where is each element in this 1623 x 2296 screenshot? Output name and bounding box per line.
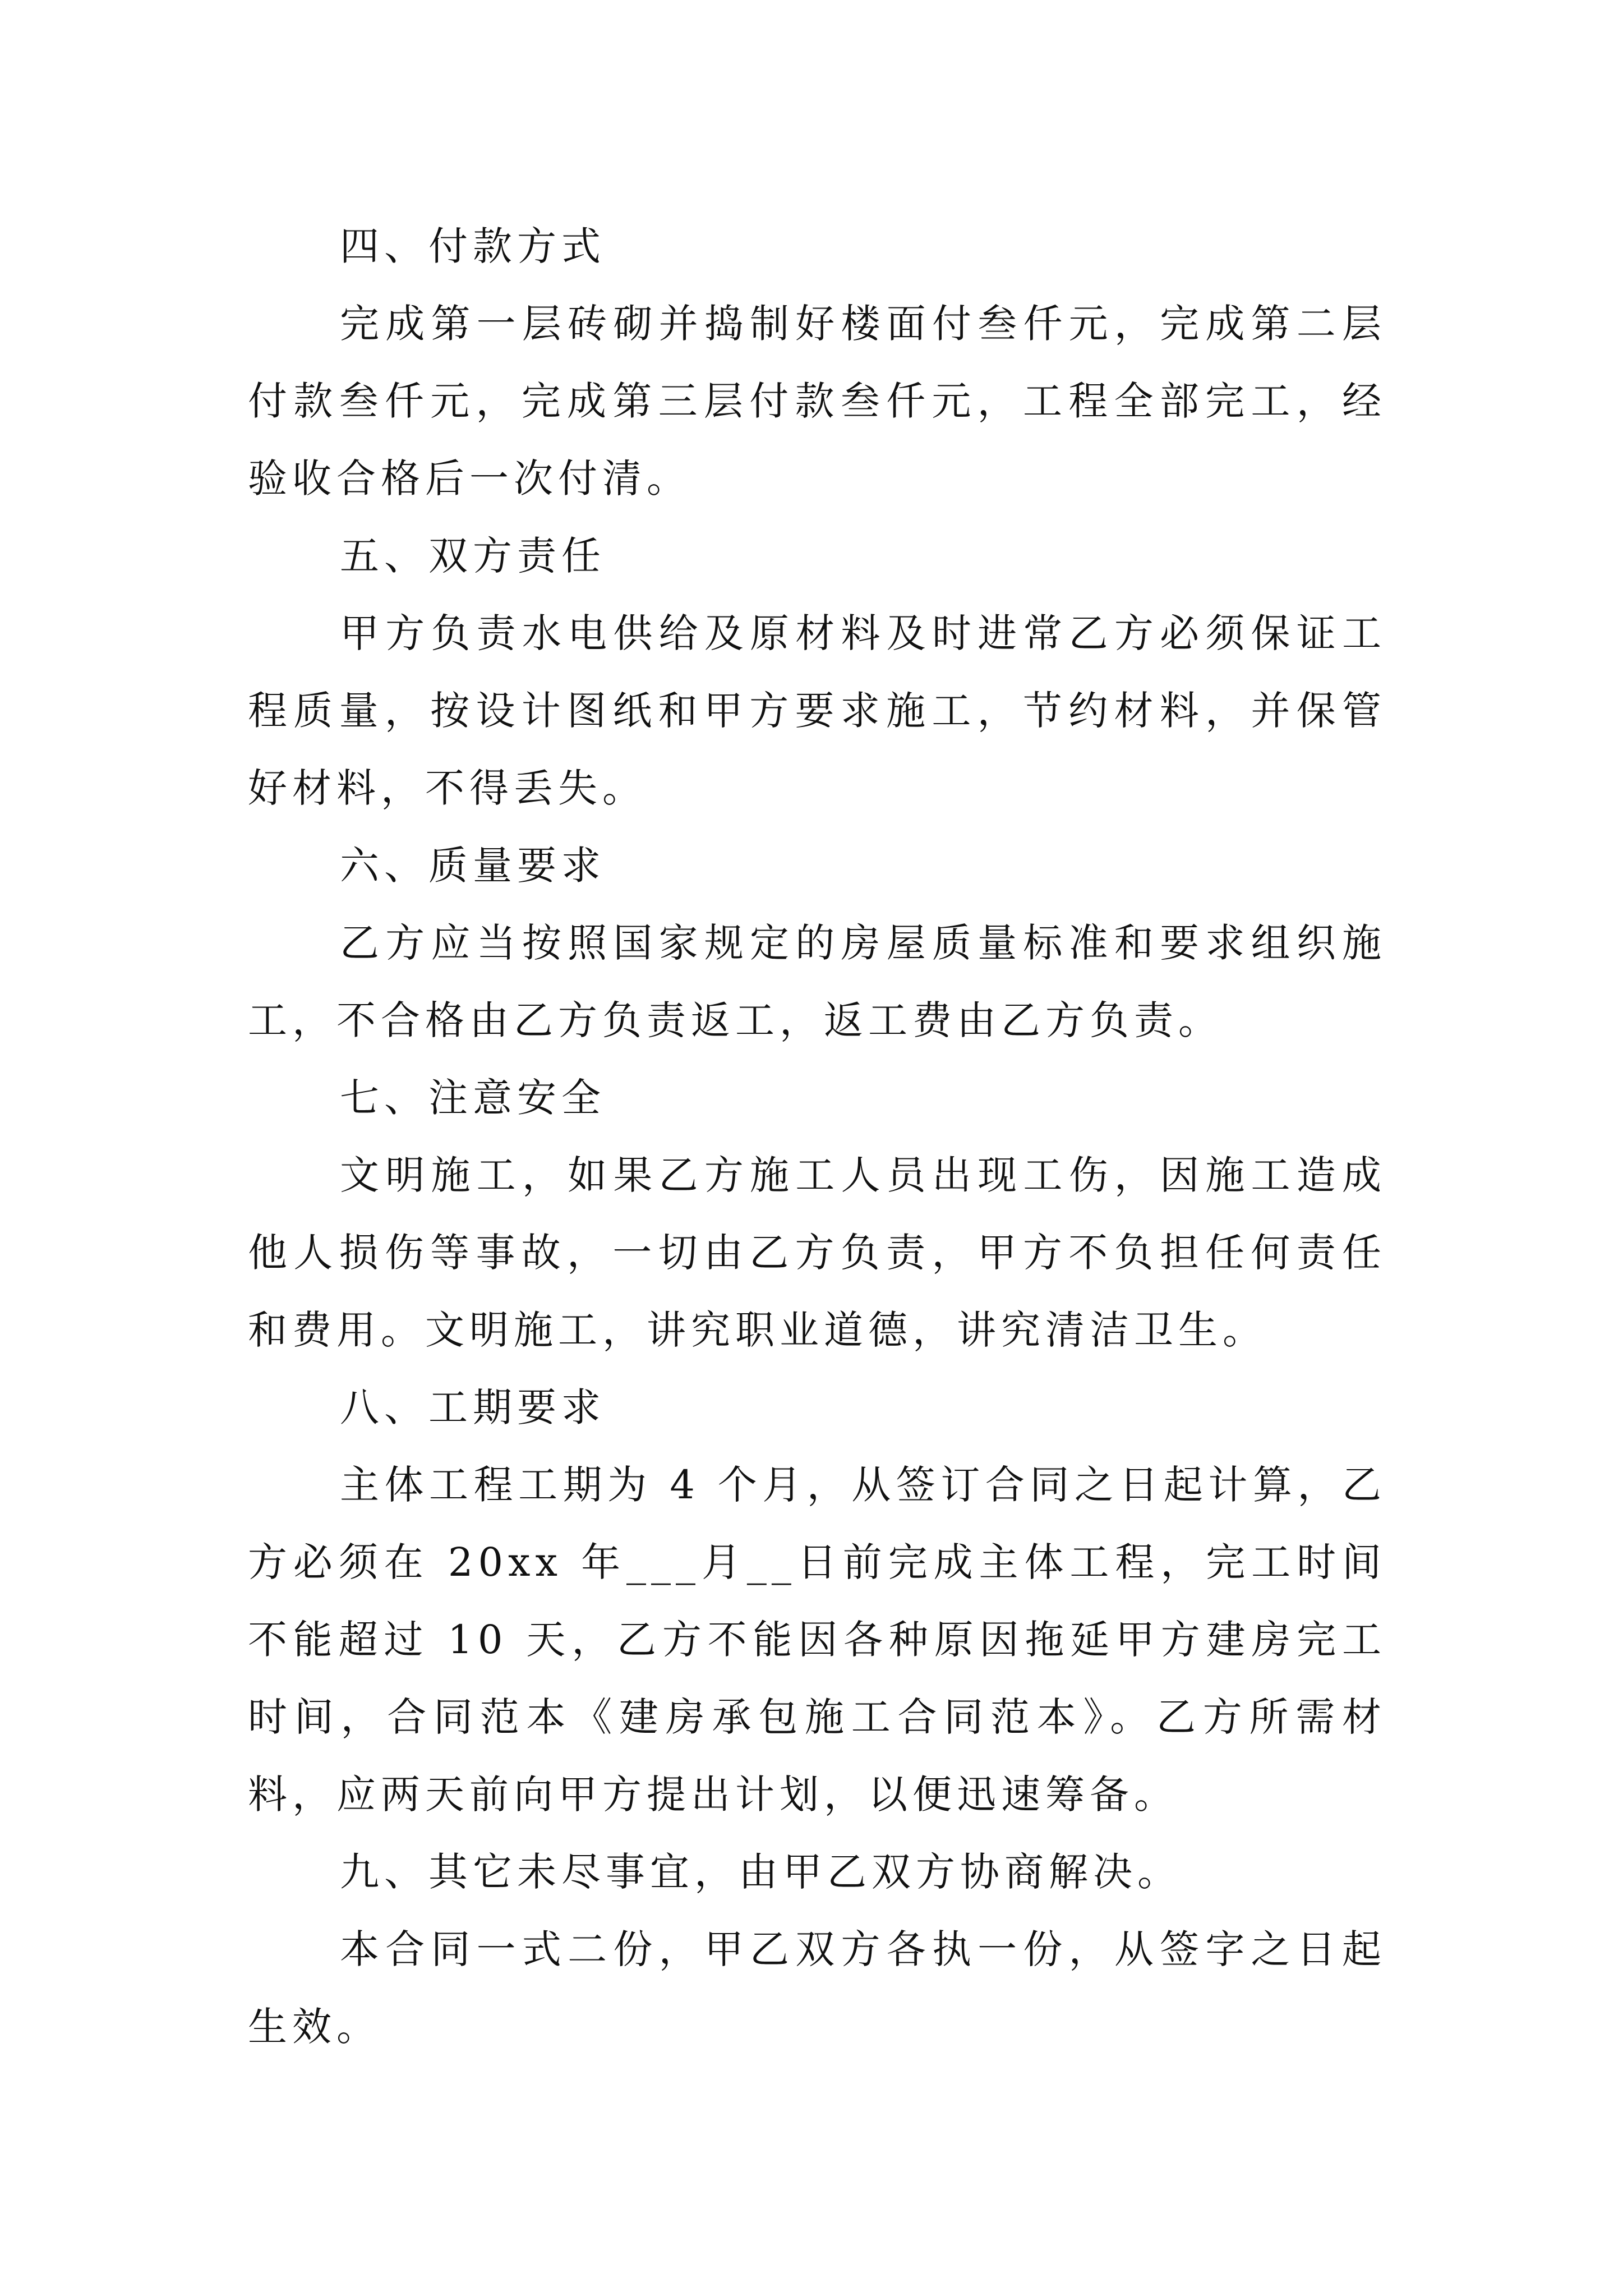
section-heading-payment: 四、付款方式: [340, 223, 606, 269]
paragraph-responsibilities: 甲方负责水电供给及原材料及时进常乙方必须保证工程质量，按设计图纸和甲方要求施工，节约材料，并保管好材料，不得丢失。: [248, 610, 1386, 811]
paragraph-quality: 乙方应当按照国家规定的房屋质量标准和要求组织施工，不合格由乙方负责返工，返工费由乙方负责。: [248, 920, 1386, 1043]
paragraph-copies-effective: 本合同一式二份，甲乙双方各执一份，从签字之日起生效。: [248, 1926, 1386, 2050]
document-page: [248, 208, 1386, 2065]
paragraph-payment-terms: 完成第一层砖砌并捣制好楼面付叁仟元，完成第二层付款叁仟元，完成第三层付款叁仟元，工程全部完工，经验收合格后一次付清。: [248, 301, 1386, 501]
paragraph-other-matters: 九、其它未尽事宜，由甲乙双方协商解决。: [340, 1849, 1182, 1895]
paragraph-safety: 文明施工，如果乙方施工人员出现工伤，因施工造成他人损伤等事故，一切由乙方负责，甲方不负担任何责任和费用。文明施工，讲究职业道德，讲究清洁卫生。: [248, 1152, 1386, 1353]
section-heading-safety: 七、注意安全: [340, 1075, 606, 1121]
paragraph-schedule: 主体工程工期为 4 个月，从签订合同之日起计算，乙方必须在 20xx 年___月__日前完成主体工程，完工时间不能超过 10 天，乙方不能因各种原因拖延甲方建房完工时间，合同范本《建房承包施工合同范本》。乙方所需材料，应两天前向甲方提出计划，以便迅速筹备。: [248, 1462, 1386, 1818]
section-heading-responsibilities: 五、双方责任: [340, 533, 606, 579]
section-heading-schedule: 八、工期要求: [340, 1384, 606, 1430]
section-heading-quality: 六、质量要求: [340, 843, 606, 889]
